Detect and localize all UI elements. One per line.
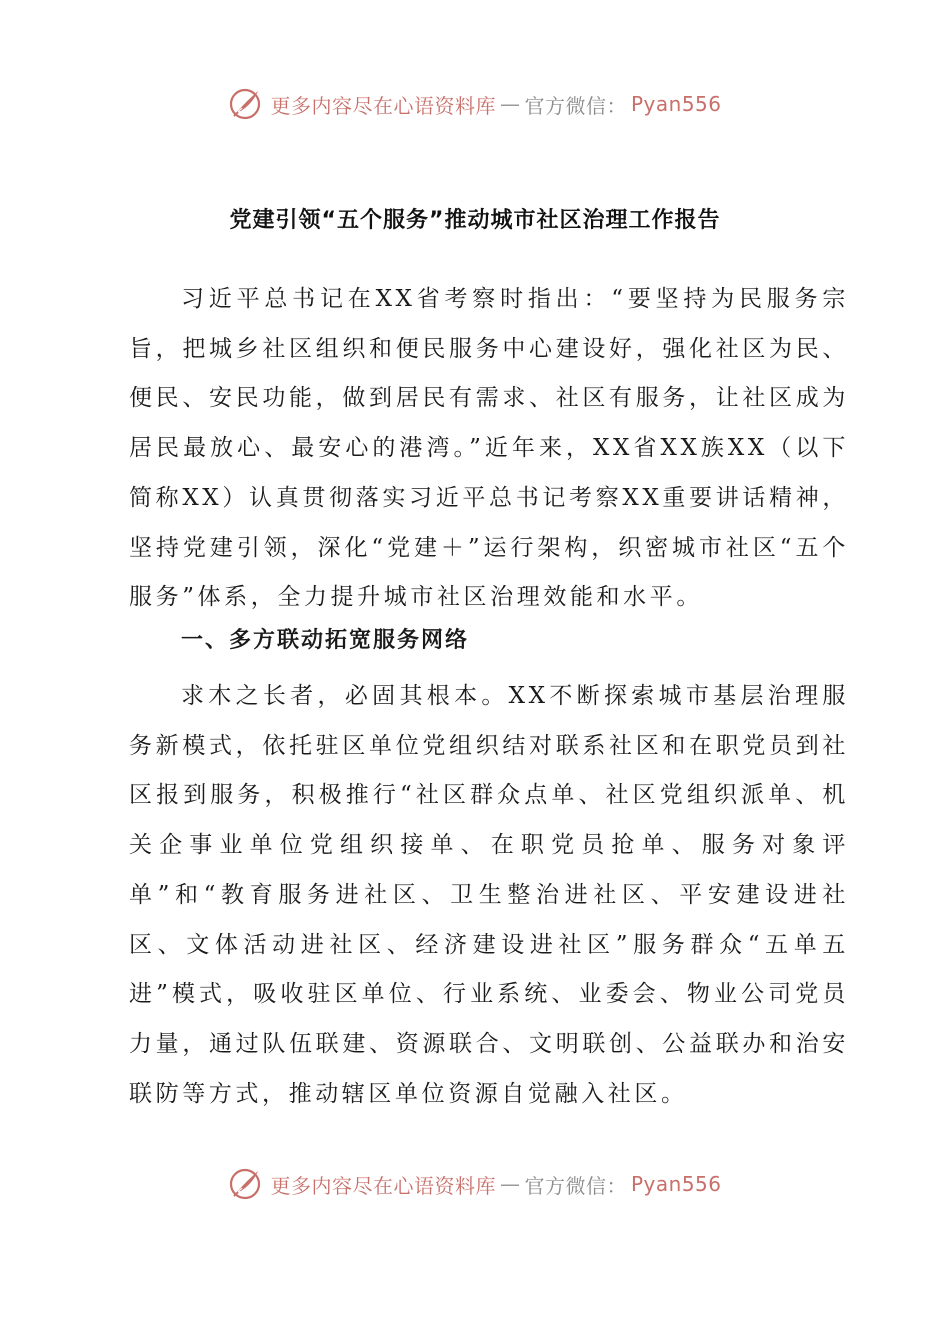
wechat-label: 官方微信：: [524, 93, 627, 118]
intro-paragraph: 习近平总书记在XX省考察时指出：“要坚持为民服务宗旨，把城乡社区组织和便民服务中心建设好，强化社区为民、便民、安民功能，做到居民有需求、社区有服务，让社区成为居民最放心、最安心的港湾。”近年来，XX省XX族XX（以下简称XX）认真贯彻落实习近平总书记考察XX重要讲话精神，坚持党建引领，深化“党建＋”运行架构，织密城市社区“五个服务”体系，全力提升城市社区治理效能和水平。: [129, 286, 849, 611]
document-title: 党建引领“五个服务”推动城市社区治理工作报告: [229, 208, 721, 233]
wechat-label: 官方微信：: [524, 1173, 627, 1198]
wechat-id: Pyan556: [630, 1172, 722, 1196]
promo-text: 更多内容尽在心语资料库: [270, 93, 496, 118]
quill-pen-logo-icon: [228, 86, 264, 122]
wechat-id: Pyan556: [630, 92, 722, 116]
quill-pen-logo-icon: [228, 1166, 264, 1202]
banner-separator: —: [499, 1172, 521, 1196]
banner-separator: —: [499, 92, 521, 116]
section-1-paragraph: 求木之长者，必固其根本。XX不断探索城市基层治理服务新模式，依托驻区单位党组织结对联系社区和在职党员到社区报到服务，积极推行“社区群众点单、社区党组织派单、机关企事业单位党组织接单、在职党员抢单、服务对象评单”和“教育服务进社区、卫生整治进社区、平安建设进社区、文体活动进社区、经济建设进社区”服务群众“五单五进”模式，吸收驻区单位、行业系统、业委会、物业公司党员力量，通过队伍联建、资源联合、文明联创、公益联办和治安联防等方式，推动辖区单位资源自觉融入社区。: [129, 683, 849, 1107]
header-watermark-banner: [0, 84, 950, 124]
footer-watermark-banner: [0, 1164, 950, 1204]
section-heading-1: 一、多方联动拓宽服务网络: [181, 628, 470, 653]
promo-text: 更多内容尽在心语资料库: [270, 1173, 496, 1198]
